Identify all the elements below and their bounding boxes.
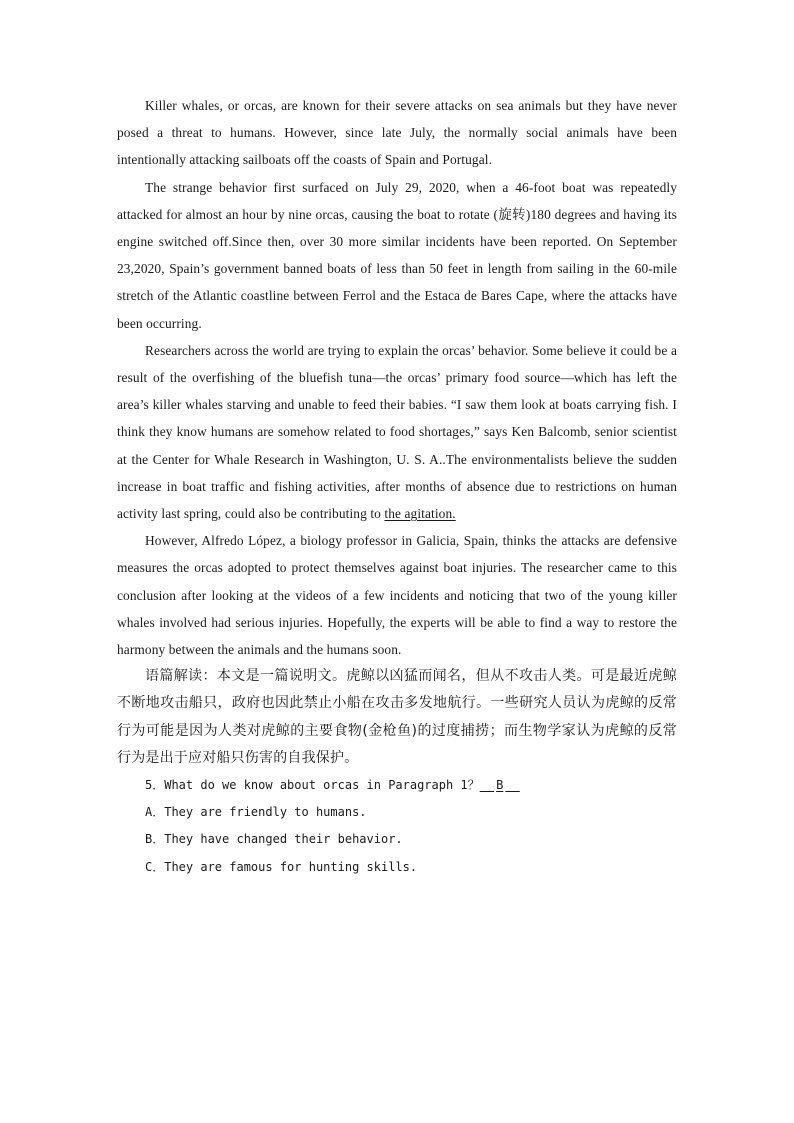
passage-paragraph-3 (117, 337, 677, 527)
answer-value: B (496, 778, 504, 793)
passage-paragraph-1: Killer whales, or orcas, are known for their severe attacks on sea animals but they have never posed a threat to humans. However, since late July, the normally social animals have been intentionally attacking sailboats off the coasts of Spain and Portugal. (117, 98, 677, 168)
passage-paragraph-3-text: Researchers across the world are trying to explain the orcas’ behavior. Some believe it could be a result of the overfishing of the bluefish tuna—the orcas’ primary food source—which has left the area’s killer whales starving and unable to feed their babies. “I saw them look at boats carrying fish. I think they know humans are somehow related to food shortages,” says Ken Balcomb, senior scientist at the Center for Whale Research in Washington, U. S. A..The environmentalists believe the sudden increase in boat traffic and fishing activities, after months of absence due to restrictions on human activity last spring, could also be contributing to (117, 342, 677, 522)
document-page (117, 92, 677, 881)
option-a: A．They are friendly to humans. (145, 805, 367, 820)
answer-blank-left (480, 778, 494, 792)
passage-paragraph-4: However, Alfredo López, a biology professor in Galicia, Spain, thinks the attacks are defensive measures the orcas adopted to protect themselves against boat injuries. The researcher came to this conclusion after looking at the videos of a few incidents and noticing that two of the young killer whales involved had serious injuries. Hopefully, the experts will be able to find a way to restore the harmony between the animals and the humans soon. (117, 533, 677, 658)
passage-analysis: 语篇解读：本文是一篇说明文。虎鲸以凶猛而闻名，但从不攻击人类。可是最近虎鲸不断地攻击船只，政府也因此禁止小船在攻击多发地航行。一些研究人员认为虎鲸的反常行为可能是因为人类对虎鲸的主要食物(金枪鱼)的过度捕捞；而生物学家认为虎鲸的反常行为是出于应对船只伤害的自我保护。 (117, 668, 677, 766)
question-stem (117, 772, 677, 799)
underlined-phrase: the agitation. (384, 506, 456, 522)
option-b: B．They have changed their behavior. (145, 832, 403, 847)
question-stem-text: 5．What do we know about orcas in Paragraph 1？ (145, 778, 480, 793)
option-c: C．They are famous for hunting skills. (145, 859, 418, 874)
answer-blank-right (505, 778, 519, 792)
passage-paragraph-2: The strange behavior first surfaced on July 29, 2020, when a 46-foot boat was repeatedly attacked for almost an hour by nine orcas, causing the boat to rotate (旋转)180 degrees and having its engine switched off.Since then, over 30 more similar incidents have been reported. On September 23,2020, Spain’s government banned boats of less than 50 feet in length from sailing in the 60-mile stretch of the Atlantic coastline between Ferrol and the Estaca de Bares Cape, where the attacks have been occurring. (117, 179, 677, 331)
